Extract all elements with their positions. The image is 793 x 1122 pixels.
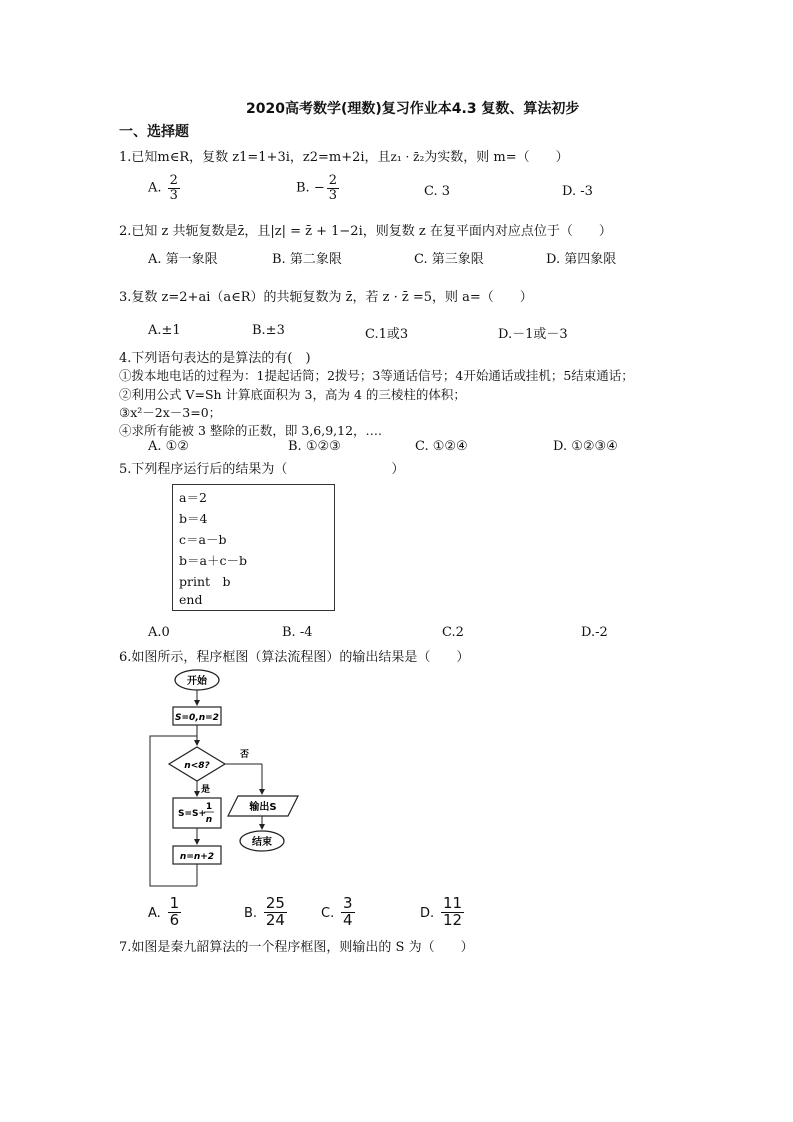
- flow-end-text: 结束: [252, 837, 272, 848]
- question-2-stem: 2.已知 z 共轭复数是z̄，且|z| = z̄ + 1−2i，则复数 z 在复平面内对应点位于（ ）: [119, 224, 612, 239]
- q6-option-b-fraction: [264, 896, 287, 929]
- flow-update-s-den: n: [205, 815, 213, 825]
- q3-option-c[interactable]: C.1或3: [365, 327, 409, 342]
- program-code-box: [172, 484, 335, 611]
- q4-option-a[interactable]: A. ①②: [148, 439, 189, 454]
- q4-line-2: ②利用公式 V=Sh 计算底面积为 3，高为 4 的三棱柱的体积；: [119, 387, 466, 402]
- q2-option-b[interactable]: B. 第二象限: [272, 252, 342, 267]
- code-line-4: b＝a＋c－b: [179, 553, 247, 568]
- q6-option-c[interactable]: [321, 896, 357, 929]
- q4-line-4: ④求所有能被 3 整除的正数，即 3,6,9,12，….: [119, 423, 383, 438]
- q3-option-b[interactable]: B.±3: [252, 323, 285, 338]
- q6-option-a-num: 1: [169, 894, 180, 912]
- code-line-1: a＝2: [179, 490, 207, 505]
- q1-option-d-label: D.: [562, 184, 577, 199]
- q6-option-a[interactable]: [148, 896, 183, 929]
- q4-option-d[interactable]: D. ①②③④: [553, 439, 618, 454]
- q5-option-b[interactable]: B. -4: [282, 625, 313, 640]
- q6-option-b[interactable]: [244, 896, 289, 929]
- q1-option-b[interactable]: [296, 174, 341, 202]
- flow-init-text: S=0,n=2: [175, 713, 219, 723]
- flow-update-s-num: 1: [205, 802, 213, 812]
- q1-option-d[interactable]: [562, 184, 593, 199]
- q1-option-a-label: A.: [148, 180, 162, 196]
- q1-option-a-num: 2: [169, 173, 178, 188]
- q6-option-c-fraction: [341, 896, 355, 929]
- q2-option-c[interactable]: C. 第三象限: [414, 252, 484, 267]
- q6-option-a-den: 6: [169, 910, 180, 929]
- q5-option-a[interactable]: A.0: [148, 625, 170, 640]
- flow-yes-label: 是: [201, 785, 211, 795]
- q4-line-1: ①拨本地电话的过程为：1提起话筒；2拨号；3等通话信号；4开始通话或挂机；5结束通话；: [119, 368, 634, 383]
- code-line-6: end: [179, 592, 203, 607]
- flow-output-text: 输出S: [249, 802, 277, 813]
- q3-option-d[interactable]: D.－1或－3: [498, 327, 568, 342]
- q2-option-d[interactable]: D. 第四象限: [546, 252, 617, 267]
- flow-no-label: 否: [240, 750, 250, 760]
- q6-option-c-label: C.: [321, 905, 335, 921]
- q6-option-c-den: 4: [343, 910, 353, 929]
- flowchart: [140, 668, 310, 890]
- q3-option-a[interactable]: A.±1: [148, 323, 181, 338]
- code-line-2: b＝4: [179, 511, 208, 526]
- question-6-stem: 6.如图所示，程序框图（算法流程图）的输出结果是（ ）: [119, 650, 470, 665]
- q6-option-c-num: 3: [343, 894, 353, 912]
- q4-option-c[interactable]: C. ①②④: [415, 439, 468, 454]
- question-7-stem: 7.如图是秦九韶算法的一个程序框图，则输出的 S 为（ ）: [119, 940, 474, 955]
- q6-option-d-num: 11: [442, 894, 463, 912]
- q1-stem-a: 1.已知m∈R，复数 z1=1+3i，z2=m+2i，且: [119, 150, 391, 165]
- q1-option-b-num: 2: [328, 173, 338, 188]
- q1-option-a-den: 3: [169, 187, 178, 203]
- q5-option-d[interactable]: D.-2: [581, 625, 608, 640]
- q1-option-b-den: 3: [328, 187, 338, 203]
- question-5-stem: 5.下列程序运行后的结果为（ ）: [119, 462, 405, 477]
- q6-option-b-num: 25: [265, 894, 285, 912]
- q6-option-b-label: B.: [244, 905, 258, 921]
- q6-option-d-den: 12: [442, 910, 463, 929]
- q1-option-c-label: C.: [424, 184, 438, 199]
- flow-update-n-text: n=n+2: [179, 852, 215, 862]
- q5-option-c[interactable]: C.2: [442, 625, 464, 640]
- code-line-3: c＝a－b: [179, 532, 227, 547]
- flow-update-s-text: S=S+: [178, 809, 207, 819]
- q2-option-a[interactable]: A. 第一象限: [148, 252, 218, 267]
- q1-option-c-text: 3: [441, 184, 451, 199]
- page-title: 2020高考数学(理数)复习作业本4.3 复数、算法初步: [246, 101, 580, 117]
- question-4-stem: 4.下列语句表达的是算法的有( ): [119, 351, 311, 366]
- q4-option-b[interactable]: B. ①②③: [288, 439, 341, 454]
- question-1-stem: [119, 146, 569, 165]
- flow-decision-text: n<8?: [184, 761, 210, 771]
- q1-stem-expr: z₁ · z̄₂: [390, 150, 425, 164]
- q6-option-d[interactable]: [420, 896, 466, 929]
- q6-option-b-den: 24: [265, 910, 285, 929]
- q6-option-d-label: D.: [420, 905, 435, 921]
- q1-option-d-text: -3: [580, 184, 593, 199]
- q6-option-d-fraction: [441, 896, 464, 929]
- q1-option-c[interactable]: [424, 184, 450, 199]
- code-line-5: print b: [179, 574, 231, 589]
- flow-start-text: 开始: [187, 676, 207, 687]
- q1-option-b-sign: −: [313, 180, 325, 196]
- q1-stem-b: 为实数，则 m=（ ）: [424, 150, 569, 165]
- q6-option-a-label: A.: [148, 905, 161, 921]
- q1-option-b-fraction: [327, 174, 339, 202]
- section-heading: 一、选择题: [119, 124, 189, 140]
- q6-option-a-fraction: [168, 896, 182, 929]
- q4-line-3: ③x²－2x－3=0；: [119, 405, 222, 420]
- q1-option-b-label: B.: [296, 180, 310, 196]
- question-3-stem: 3.复数 z=2+ai（a∈R）的共轭复数为 z̄，若 z · z̄ =5，则 a=（ ）: [119, 290, 533, 305]
- q1-option-a-fraction: [168, 174, 180, 202]
- q1-option-a[interactable]: [148, 174, 182, 202]
